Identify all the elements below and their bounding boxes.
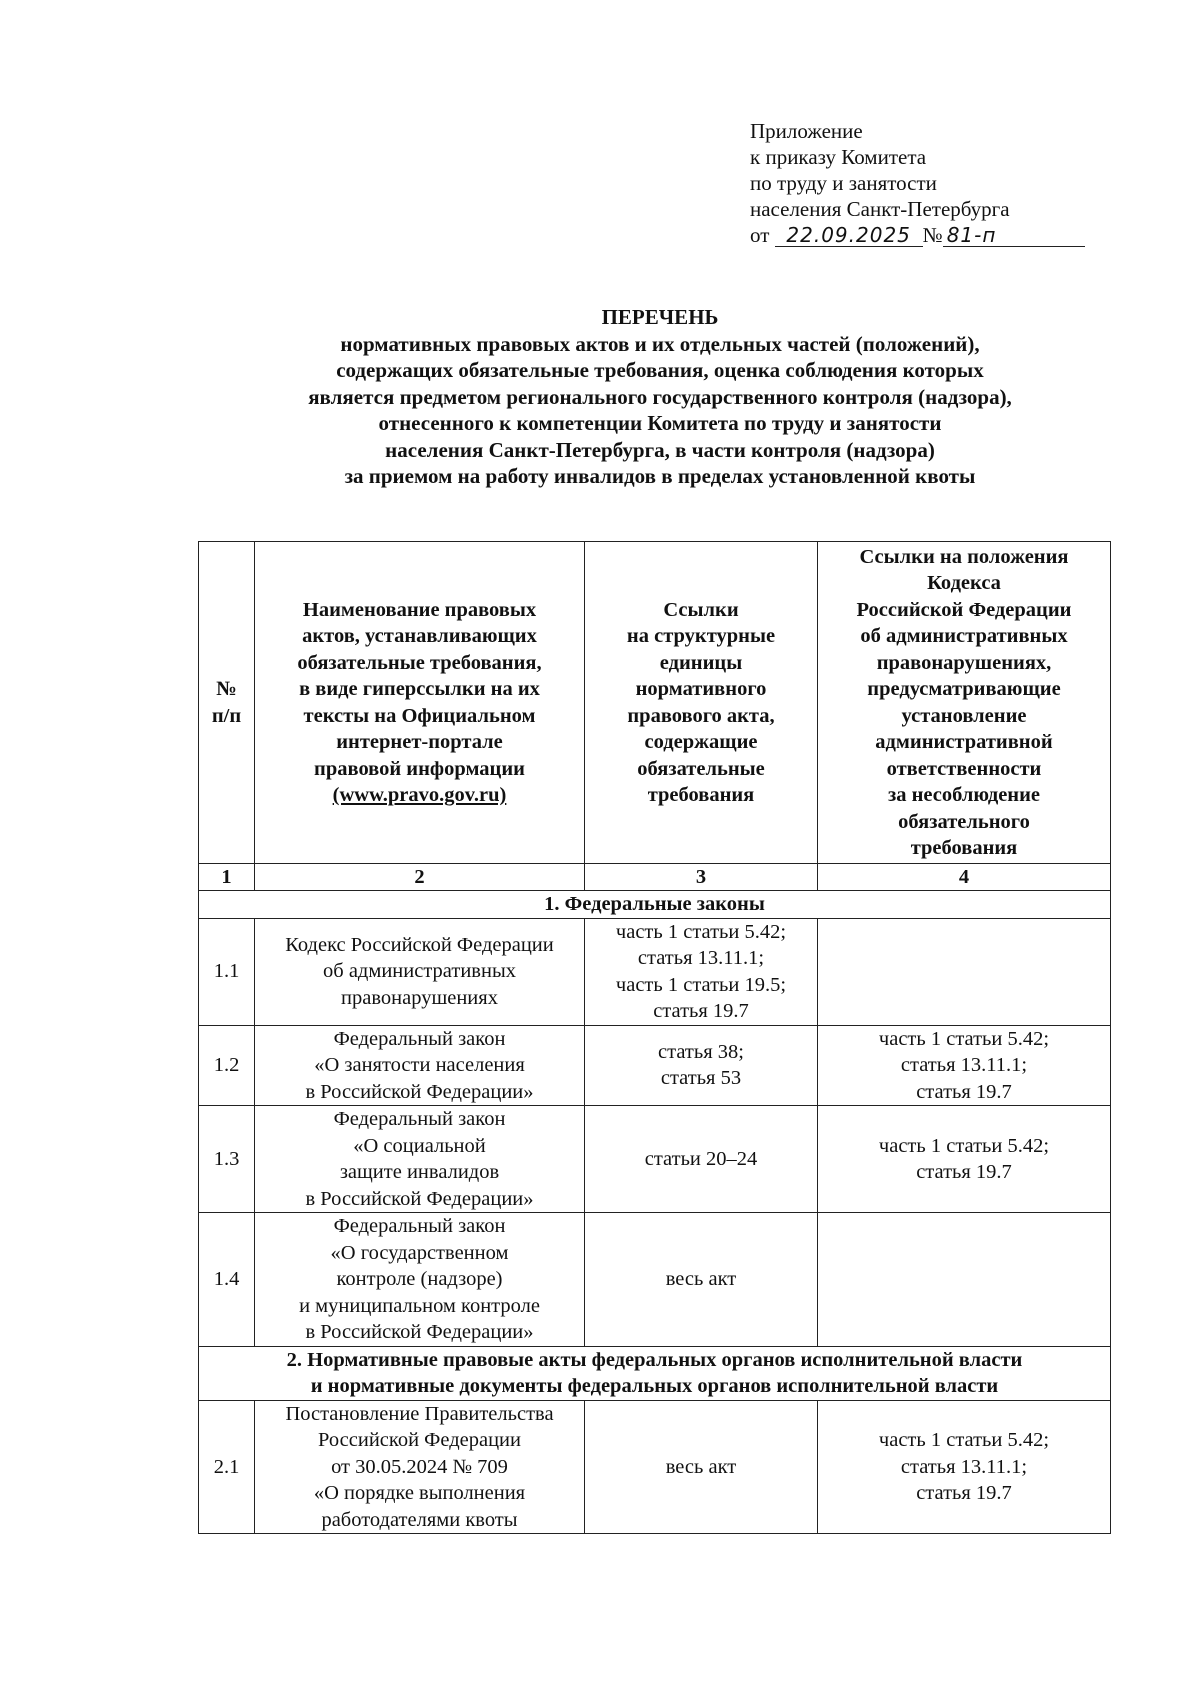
heading-title: ПЕРЕЧЕНЬ xyxy=(601,305,719,329)
structural-units-cell: статья 38; статья 53 xyxy=(585,1025,818,1106)
header-cell-koap-refs: Ссылки на положения Кодекса Российской Федерации об административных правонарушениях, предусматривающие установление административной ответственности за несоблюдение обязательного требования xyxy=(818,542,1111,864)
header-cell-act-name: Наименование правовых актов, устанавливающих обязательные требования, в виде гиперссылки на их тексты на Официальном интернет-портале правовой информации (www.pravo.gov.ru) xyxy=(255,542,585,864)
column-number-cell: 2 xyxy=(255,864,585,891)
heading-line: является предметом регионального государственного контроля (надзора), xyxy=(308,384,1012,409)
koap-refs-cell xyxy=(818,1213,1111,1347)
act-name-cell: Федеральный закон «О занятости населения в Российской Федерации» xyxy=(255,1025,585,1106)
section-row xyxy=(199,891,1111,919)
table-row xyxy=(199,1213,1111,1347)
table-row xyxy=(199,1106,1111,1213)
koap-refs-cell: часть 1 статьи 5.42; статья 13.11.1; статья 19.7 xyxy=(818,1025,1111,1106)
document-heading xyxy=(200,304,1120,490)
row-number: 1.3 xyxy=(199,1106,255,1213)
column-number-row xyxy=(199,864,1111,891)
table-row xyxy=(199,918,1111,1025)
appendix-line: Приложение xyxy=(750,119,863,143)
appendix-line: к приказу Комитета xyxy=(750,145,927,169)
handwritten-number: 81-п xyxy=(943,224,1085,247)
heading-line: населения Санкт-Петербурга, в части контроля (надзора) xyxy=(385,437,935,462)
pravo-portal-link[interactable]: (www.pravo.gov.ru) xyxy=(332,784,507,806)
table-row xyxy=(199,1025,1111,1106)
structural-units-cell: весь акт xyxy=(585,1400,818,1534)
table-header-row xyxy=(199,542,1111,864)
row-number: 1.4 xyxy=(199,1213,255,1347)
koap-refs-cell: часть 1 статьи 5.42; статья 13.11.1; статья 19.7 xyxy=(818,1400,1111,1534)
table-row xyxy=(199,1400,1111,1534)
koap-refs-cell xyxy=(818,918,1111,1025)
heading-line: отнесенного к компетенции Комитета по труду и занятости xyxy=(378,411,942,435)
date-prefix: от xyxy=(750,223,770,247)
act-name-cell: Федеральный закон «О социальной защите инвалидов в Российской Федерации» xyxy=(255,1106,585,1213)
act-name-cell: Федеральный закон «О государственном контроле (надзоре) и муниципальном контроле в Российской Федерации» xyxy=(255,1213,585,1347)
act-name-cell: Кодекс Российской Федерации об административных правонарушениях xyxy=(255,918,585,1025)
row-number: 1.1 xyxy=(199,918,255,1025)
heading-line: за приемом на работу инвалидов в пределах установленной квоты xyxy=(344,464,976,488)
column-number-cell: 4 xyxy=(818,864,1111,891)
structural-units-cell: часть 1 статьи 5.42; статья 13.11.1; часть 1 статьи 19.5; статья 19.7 xyxy=(585,918,818,1025)
heading-line: нормативных правовых актов и их отдельных частей (положений), xyxy=(340,331,980,356)
koap-refs-cell: часть 1 статьи 5.42; статья 19.7 xyxy=(818,1106,1111,1213)
appendix-line: по труду и занятости xyxy=(750,171,937,195)
number-prefix: № xyxy=(922,223,943,247)
handwritten-date: 22.09.2025 xyxy=(775,224,923,247)
appendix-line: населения Санкт-Петербурга xyxy=(750,197,1010,221)
header-cell-number: № п/п xyxy=(199,542,255,864)
appendix-block xyxy=(750,118,1085,248)
act-name-cell: Постановление Правительства Российской Федерации от 30.05.2024 № 709 «О порядке выполнения работодателями квоты xyxy=(255,1400,585,1534)
section-row xyxy=(199,1346,1111,1400)
column-number-cell: 3 xyxy=(585,864,818,891)
order-date-number xyxy=(750,222,1085,248)
row-number: 2.1 xyxy=(199,1400,255,1534)
row-number: 1.2 xyxy=(199,1025,255,1106)
structural-units-cell: весь акт xyxy=(585,1213,818,1347)
section-title: 1. Федеральные законы xyxy=(199,891,1111,919)
structural-units-cell: статьи 20–24 xyxy=(585,1106,818,1213)
section-title: 2. Нормативные правовые акты федеральных органов исполнительной власти и нормативные документы федеральных органов исполнительной власти xyxy=(199,1346,1111,1400)
acts-table xyxy=(198,541,1111,1534)
header-cell-structural-units: Ссылки на структурные единицы нормативного правового акта, содержащие обязательные требования xyxy=(585,542,818,864)
heading-line: содержащих обязательные требования, оценка соблюдения которых xyxy=(336,358,984,382)
column-number-cell: 1 xyxy=(199,864,255,891)
